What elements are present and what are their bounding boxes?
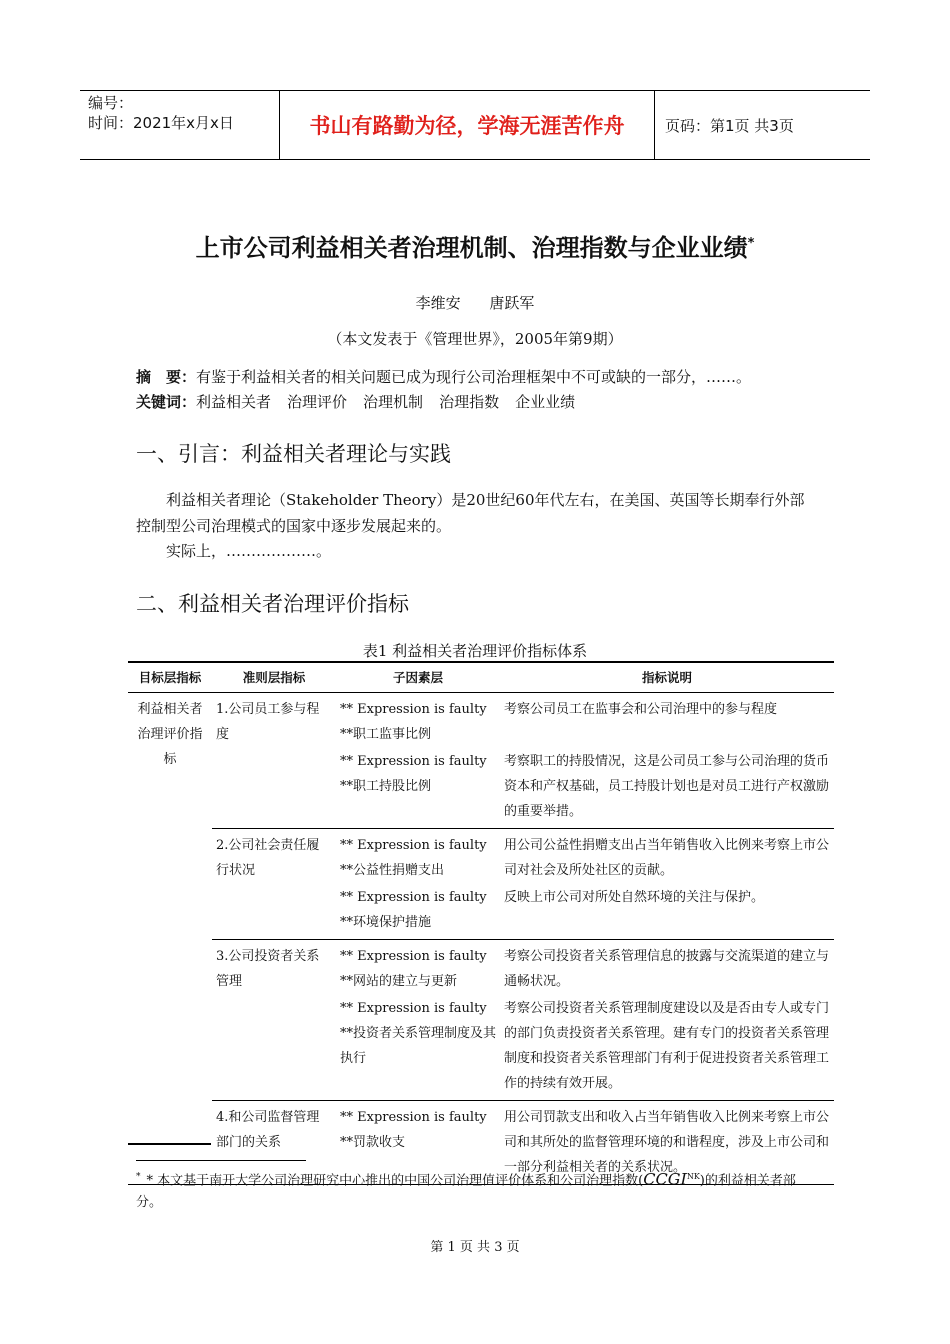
description-item: 反映上市公司对所处自然环境的关注与保护。	[504, 890, 765, 905]
number-label: 编号：	[88, 94, 134, 112]
criterion-cell: 4.和公司监督管理部门的关系	[212, 1101, 336, 1185]
author-2: 唐跃军	[489, 294, 535, 312]
footnote-text-before: * 本文基于南开大学公司治理研究中心推出的中国公司治理值评价体系和公司治理指数(	[146, 1173, 644, 1189]
keyword: 治理机制	[363, 393, 424, 411]
title-text: 上市公司利益相关者治理机制、治理指数与企业业绩	[195, 234, 748, 262]
abstract-label: 摘 要：	[136, 368, 197, 386]
abstract	[136, 366, 751, 387]
description-cell	[500, 693, 834, 829]
table-end-rule	[128, 1143, 211, 1145]
author-1: 李维安	[415, 294, 461, 312]
title-footnote-mark: *	[747, 236, 755, 251]
publication-note: （本文发表于《管理世界》，2005年第9期）	[327, 330, 623, 348]
factor-item: ** Expression is faulty **职工持股比例	[340, 754, 487, 794]
footnote-formula: CCGI	[643, 1169, 687, 1189]
keyword: 企业业绩	[515, 393, 576, 411]
footnote-text-after: )的利益相关者部分。	[136, 1173, 796, 1211]
table-caption: 表1 利益相关者治理评价指标体系	[362, 642, 588, 660]
criterion-cell: 3.公司投资者关系管理	[212, 940, 336, 1101]
description-item: 用公司公益性捐赠支出占当年销售收入比例来考察上市公司对社会及所处社区的贡献。	[504, 838, 830, 878]
target-cell: 利益相关者治理评价指标	[128, 693, 212, 1185]
header-criterion: 准则层指标	[212, 662, 336, 693]
table-row	[128, 693, 834, 829]
description-item: 考察公司投资者关系管理制度建设以及是否由专人或专门的部门负责投资者关系管理。建有专门的投资者关系管理制度和投资者关系管理部门有利于促进投资者关系管理工作的持续有效开展。	[504, 1001, 830, 1091]
header-target: 目标层指标	[128, 662, 212, 693]
table-header-row	[128, 662, 834, 693]
factor-cell	[336, 940, 500, 1101]
description-cell	[500, 940, 834, 1101]
header-page-label: 页码：第1页 共3页	[665, 116, 794, 135]
criterion-cell: 2.公司社会责任履行状况	[212, 829, 336, 940]
footnote-mark: *	[136, 1172, 141, 1182]
factor-cell	[336, 829, 500, 940]
footnote-formula-sup: NK	[686, 1172, 700, 1181]
factor-item: ** Expression is faulty **环境保护措施	[340, 890, 487, 930]
keyword: 利益相关者	[196, 393, 272, 411]
section-1-heading: 一、引言：利益相关者理论与实践	[136, 442, 451, 466]
factor-item: ** Expression is faulty **职工监事比例	[340, 702, 487, 742]
document-header	[80, 90, 870, 160]
header-factor: 子因素层	[336, 662, 500, 693]
footnote-separator	[136, 1160, 306, 1161]
factor-item: ** Expression is faulty **网站的建立与更新	[340, 949, 487, 989]
header-description: 指标说明	[500, 662, 834, 693]
description-item: 考察职工的持股情况，这是公司员工参与公司治理的货币资本和产权基础，员工持股计划也是对员工进行产权激励的重要举措。	[504, 754, 830, 819]
header-motto: 书山有路勤为径，学海无涯苦作舟	[280, 91, 655, 159]
indicator-table	[128, 661, 834, 1185]
section-1-paragraph-1: 利益相关者理论（Stakeholder Theory）是20世纪60年代左右，在美国、英国等长期奉行外部控制型公司治理模式的国家中逐步发展起来的。	[136, 491, 805, 535]
keywords-label: 关键词：	[136, 393, 197, 411]
table-row	[128, 940, 834, 1101]
section-1-paragraph-2: 实际上，………………。	[166, 542, 332, 560]
keyword: 治理指数	[439, 393, 500, 411]
description-cell	[500, 829, 834, 940]
page-footer: 第 1 页 共 3 页	[430, 1240, 520, 1255]
factor-item: ** Expression is faulty **投资者关系管理制度及其执行	[340, 1001, 497, 1066]
header-meta	[80, 91, 280, 159]
keyword: 治理评价	[287, 393, 348, 411]
table-row	[128, 829, 834, 940]
footnote	[136, 1166, 816, 1214]
document-title	[0, 228, 950, 263]
time-label: 时间：2021年x月x日	[88, 114, 234, 132]
description-item: 用公司罚款支出和收入占当年销售收入比例来考察上市公司和其所处的监督管理环境的和谐程度，涉及上市公司和一部分利益相关者的关系状况。	[504, 1110, 830, 1175]
criterion-cell: 1.公司员工参与程度	[212, 693, 336, 829]
section-2-heading: 二、利益相关者治理评价指标	[136, 592, 409, 616]
abstract-text: 有鉴于利益相关者的相关问题已成为现行公司治理框架中不可或缺的一部分，……。	[196, 368, 752, 386]
factor-item: ** Expression is faulty **公益性捐赠支出	[340, 838, 487, 878]
authors	[0, 292, 950, 313]
keywords	[136, 391, 591, 412]
factor-item: ** Expression is faulty **罚款收支	[340, 1110, 487, 1150]
description-item: 考察公司投资者关系管理信息的披露与交流渠道的建立与通畅状况。	[504, 949, 830, 989]
factor-cell	[336, 693, 500, 829]
description-item: 考察公司员工在监事会和公司治理中的参与程度	[504, 702, 778, 717]
